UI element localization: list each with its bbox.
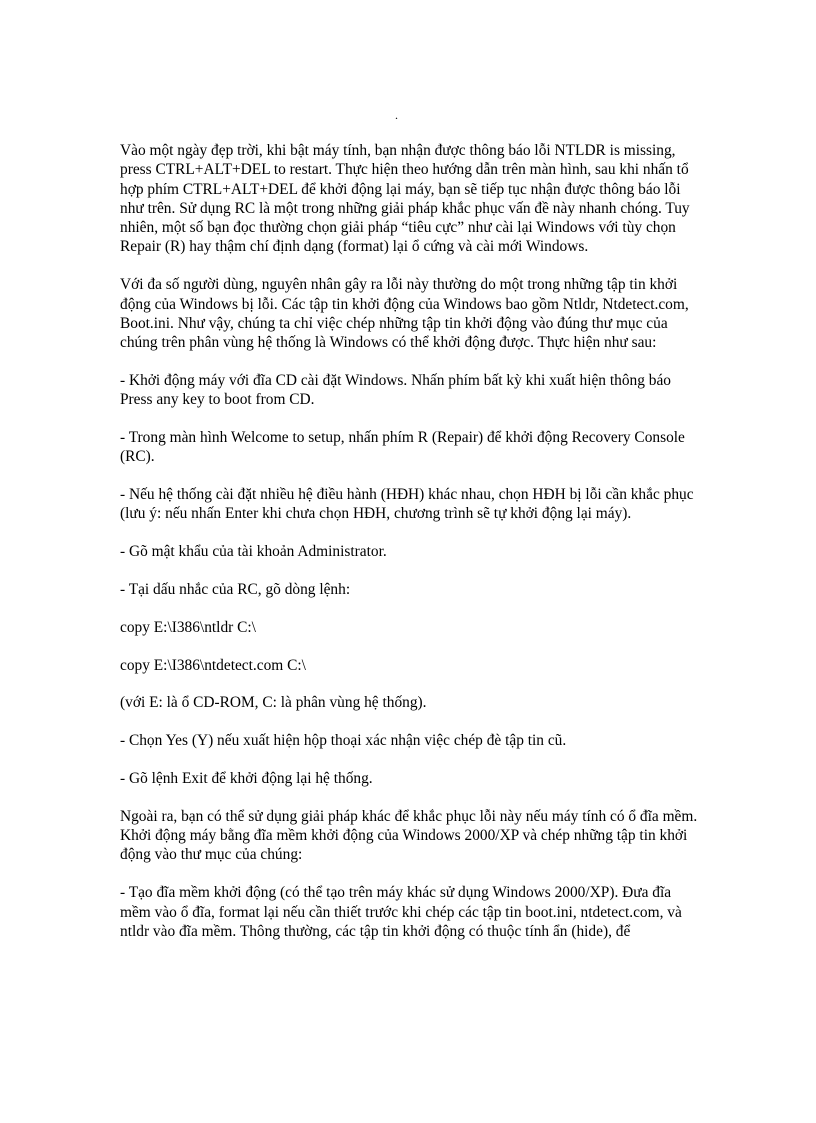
drive-note: (với E: là ổ CD-ROM, C: là phân vùng hệ thống).	[120, 694, 427, 712]
step-admin-password: - Gõ mật khẩu của tài khoản Administrator.	[120, 543, 387, 561]
document-body	[120, 141, 698, 941]
step-confirm-overwrite: - Chọn Yes (Y) nếu xuất hiện hộp thoại xác nhận việc chép đè tập tin cũ.	[120, 732, 567, 750]
header-dot: .	[395, 108, 398, 122]
step-create-floppy: - Tạo đĩa mềm khởi động (có thể tạo trên máy khác sử dụng Windows 2000/XP). Đưa đĩa mềm vào ổ đĩa, format lại nếu cần thiết trước khi chép các tập tin boot.ini, ntdetect.com, và ntldr vào đĩa mềm. Thông thường, các tập tin khởi động có thuộc tính ẩn (hide), để	[120, 884, 682, 940]
paragraph-intro: Vào một ngày đẹp trời, khi bật máy tính, bạn nhận được thông báo lỗi NTLDR is missing, press CTRL+ALT+DEL to restart. Thực hiện theo hướng dẫn trên màn hình, sau khi nhấn tổ hợp phím CTRL+ALT+DEL để khởi động lại máy, bạn sẽ tiếp tục nhận được thông báo lỗi như trên. Sử dụng RC là một trong những giải pháp khắc phục vấn đề này nhanh chóng. Tuy nhiên, một số bạn đọc thường chọn giải pháp “tiêu cực” như cài lại Windows với tùy chọn Repair (R) hay thậm chí định dạng (format) lại ổ cứng và cài mới Windows.	[120, 142, 690, 256]
step-boot-cd: - Khởi động máy với đĩa CD cài đặt Windows. Nhấn phím bất kỳ khi xuất hiện thông báo Press any key to boot from CD.	[120, 371, 671, 409]
step-recovery-console: - Trong màn hình Welcome to setup, nhấn phím R (Repair) để khởi động Recovery Console (RC).	[120, 429, 685, 466]
command-copy-ntldr: copy E:\I386\ntldr C:\	[120, 618, 256, 636]
paragraph-cause: Với đa số người dùng, nguyên nhân gây ra lỗi này thường do một trong những tập tin khởi động của Windows bị lỗi. Các tập tin khởi động của Windows bao gồm Ntldr, Ntdetect.com, Boot.ini. Như vậy, chúng ta chỉ việc chép những tập tin khởi động vào đúng thư mục của chúng trên phân vùng hệ thống là Windows có thể khởi động được. Thực hiện như sau:	[120, 276, 689, 352]
step-choose-os: - Nếu hệ thống cài đặt nhiều hệ điều hành (HĐH) khác nhau, chọn HĐH bị lỗi cần khắc phục (lưu ý: nếu nhấn Enter khi chưa chọn HĐH, chương trình sẽ tự khởi động lại máy).	[120, 486, 694, 523]
paragraph-floppy-alternative: Ngoài ra, bạn có thể sử dụng giải pháp khác để khắc phục lỗi này nếu máy tính có ổ đĩa mềm. Khởi động máy bằng đĩa mềm khởi động của Windows 2000/XP và chép những tập tin khởi động vào thư mục của chúng:	[120, 807, 698, 864]
step-exit: - Gõ lệnh Exit để khởi động lại hệ thống.	[120, 770, 373, 788]
step-rc-prompt: - Tại dấu nhắc của RC, gõ dòng lệnh:	[120, 581, 351, 599]
command-copy-ntdetect: copy E:\I386\ntdetect.com C:\	[120, 656, 306, 674]
